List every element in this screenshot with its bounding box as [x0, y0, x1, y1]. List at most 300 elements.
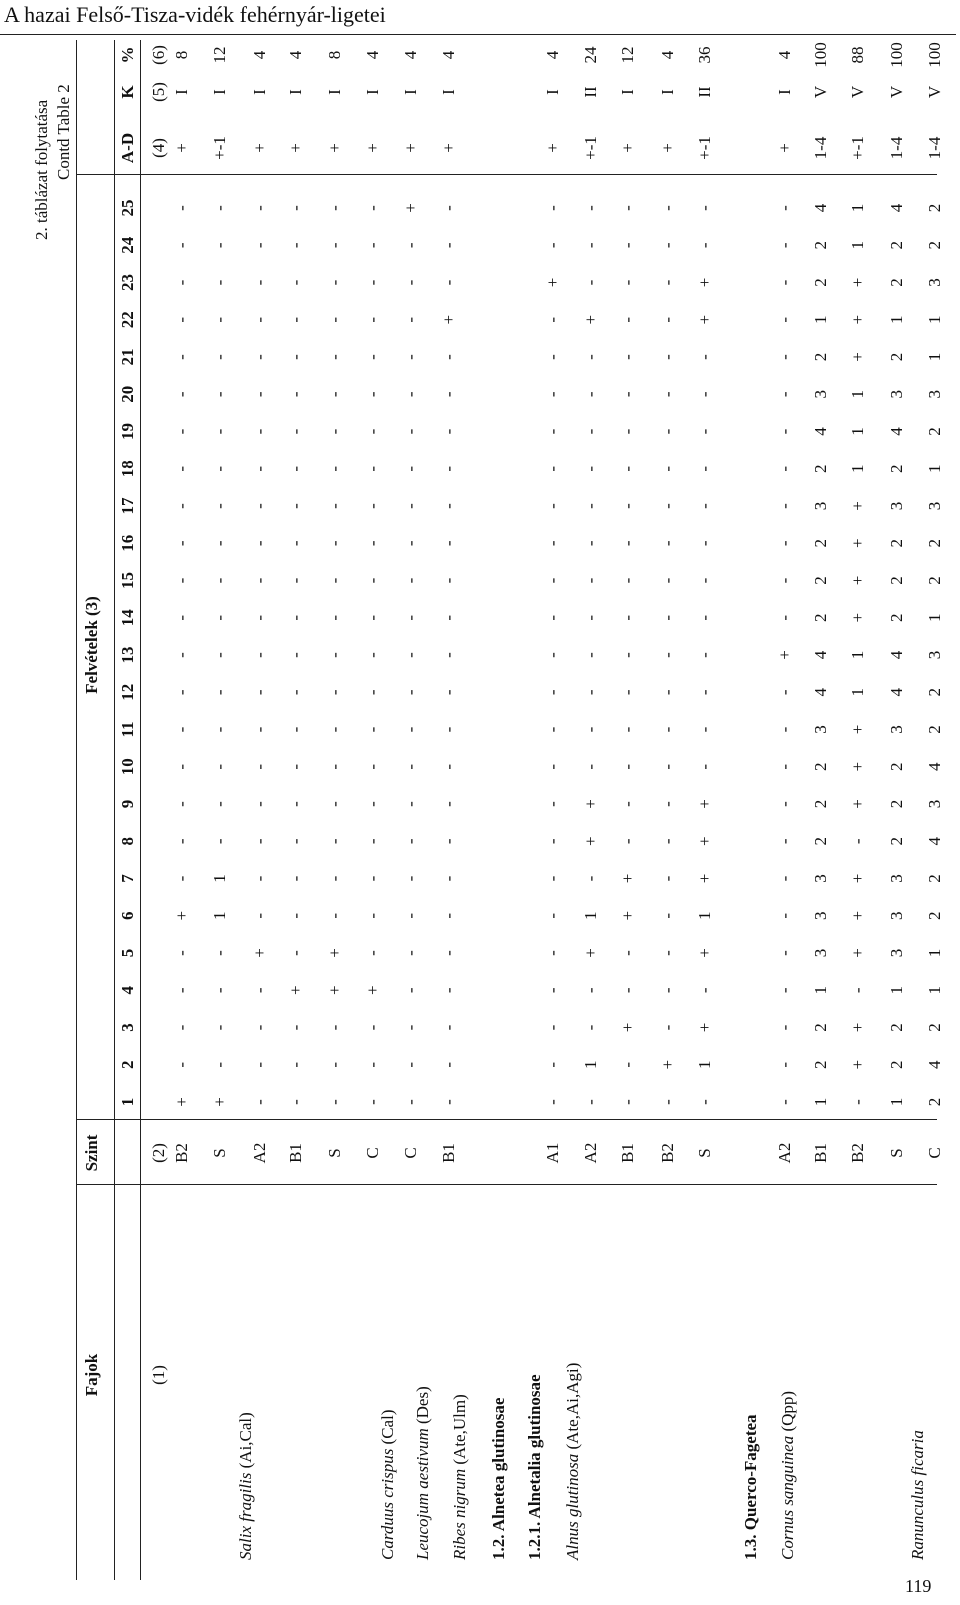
table-cell: -: [325, 875, 344, 882]
table-cell: +: [250, 948, 269, 958]
table-cell: 1: [210, 911, 229, 920]
row-pct: 12: [210, 46, 229, 64]
row-k: I: [439, 89, 458, 95]
header-ad: A-D: [118, 132, 137, 164]
table-cell: -: [286, 1099, 305, 1105]
table-cell: -: [695, 763, 714, 770]
table-cell: -: [543, 987, 562, 994]
table-cell: -: [286, 614, 305, 621]
table-cell: -: [543, 1024, 562, 1031]
row-k: I: [210, 89, 229, 95]
table-cell: -: [401, 279, 420, 286]
table-cell: -: [286, 950, 305, 956]
table-cell: -: [618, 950, 637, 956]
table-cell: -: [775, 838, 794, 845]
table-cell: -: [363, 242, 382, 249]
table-cell: 1: [848, 427, 867, 436]
table-cell: 2: [811, 799, 830, 809]
table-cell: -: [363, 1061, 382, 1068]
table-cell: -: [172, 875, 191, 882]
header-releve-15: 15: [118, 572, 137, 589]
table-cell: -: [775, 316, 794, 323]
row-ad: +: [775, 143, 794, 153]
table-cell: -: [325, 726, 344, 733]
species-label: [236, 1412, 256, 1560]
table-cell: 1: [848, 464, 867, 473]
table-cell: 2: [887, 241, 906, 250]
table-cell: +: [848, 1022, 867, 1033]
row-szint: B2: [848, 1143, 867, 1163]
table-cell: -: [439, 391, 458, 398]
table-cell: -: [618, 242, 637, 249]
table-cell: -: [286, 242, 305, 249]
table-cell: -: [363, 316, 382, 323]
table-cell: -: [581, 503, 600, 509]
szint-divider: [76, 1119, 937, 1120]
header-k: K: [118, 85, 137, 99]
table-cell: 2: [811, 762, 830, 771]
table-cell: -: [695, 465, 714, 472]
table-cell: -: [286, 503, 305, 509]
species-name: Ranunculus ficaria: [908, 1430, 927, 1560]
header-releve-10: 10: [118, 758, 137, 776]
table-cell: -: [210, 987, 229, 994]
table-cell: -: [250, 801, 269, 807]
species-code: (Cal): [378, 1409, 397, 1449]
table-cell: -: [775, 577, 794, 584]
table-cell: +: [695, 1022, 714, 1033]
table-cell: -: [363, 838, 382, 845]
row-ad: +: [543, 143, 562, 153]
species-code: (Ai,Cal): [236, 1412, 255, 1473]
table-cell: -: [658, 652, 677, 658]
species-label: [563, 1363, 583, 1560]
table-cell: -: [286, 354, 305, 360]
table-cell: -: [658, 242, 677, 249]
table-cell: -: [695, 205, 714, 211]
table-cell: -: [401, 987, 420, 994]
row-ad: +: [439, 143, 458, 153]
table-cell: -: [581, 763, 600, 770]
table-cell: 1: [210, 874, 229, 883]
table-cell: -: [775, 763, 794, 770]
row-ad: +: [286, 143, 305, 153]
table-cell: -: [286, 652, 305, 658]
row-szint: S: [210, 1148, 229, 1158]
table-cell: -: [695, 242, 714, 249]
table-cell: -: [695, 726, 714, 733]
table-cell: 1: [848, 650, 867, 660]
row-pct: 8: [325, 50, 344, 60]
species-code: (Qpp): [778, 1390, 797, 1436]
table-cell: +: [775, 650, 794, 660]
table-cell: -: [618, 614, 637, 621]
table-cell: 1: [925, 464, 944, 473]
table-cell: -: [775, 950, 794, 956]
table-cell: -: [363, 689, 382, 696]
table-cell: -: [439, 1024, 458, 1031]
table-cell: +: [325, 985, 344, 996]
table-cell: -: [286, 801, 305, 807]
table-cell: 4: [887, 688, 906, 697]
header-releve-7: 7: [118, 874, 137, 883]
table-cell: -: [658, 279, 677, 286]
table-cell: -: [775, 279, 794, 286]
table-cell: -: [325, 503, 344, 509]
table-cell: 1: [887, 986, 906, 995]
table-cell: +: [401, 203, 420, 213]
header-releve-6: 6: [118, 911, 137, 920]
table-cell: 2: [811, 241, 830, 250]
table-cell: +: [618, 910, 637, 921]
table-cell: 1: [848, 688, 867, 697]
row-ad: 1-4: [887, 136, 906, 160]
table-cell: 2: [887, 1060, 906, 1069]
table-cell: +: [325, 948, 344, 958]
row-k: II: [581, 86, 600, 98]
table-cell: -: [401, 391, 420, 398]
table-cell: +: [695, 314, 714, 325]
table-cell: +: [363, 985, 382, 996]
table-cell: -: [581, 242, 600, 249]
continuation-caption: 2. táblázat folytatása: [32, 99, 51, 240]
header-releve-25: 25: [118, 199, 137, 217]
table-cell: 2: [887, 352, 906, 362]
running-title: A hazai Felső-Tisza-vidék fehérnyár-ligetei: [4, 2, 386, 27]
row-pct: 4: [363, 50, 382, 60]
table-cell: 1: [925, 986, 944, 995]
row-pct: 100: [925, 42, 944, 68]
table-cell: 1: [695, 911, 714, 920]
table-cell: -: [325, 428, 344, 435]
table-cell: +: [618, 1022, 637, 1033]
table-cell: -: [286, 838, 305, 845]
table-cell: -: [172, 1061, 191, 1068]
table-cell: -: [543, 801, 562, 807]
species-label: [741, 1414, 761, 1560]
table-cell: -: [363, 950, 382, 956]
row-ad: 1-4: [925, 136, 944, 160]
table-cell: -: [543, 614, 562, 621]
table-cell: -: [363, 726, 382, 733]
table-cell: -: [775, 354, 794, 360]
header-releve-21: 21: [118, 348, 137, 366]
table-cell: -: [286, 689, 305, 696]
table-cell: -: [172, 987, 191, 994]
table-cell: 2: [887, 576, 906, 585]
table-cell: +: [618, 873, 637, 884]
table-cell: -: [695, 540, 714, 547]
table-cell: 2: [811, 1060, 830, 1069]
row-k: I: [363, 89, 382, 95]
table-cell: -: [658, 1024, 677, 1031]
row-szint: A2: [250, 1142, 269, 1164]
table-cell: +: [848, 501, 867, 511]
table-cell: -: [363, 279, 382, 286]
table-cell: -: [658, 577, 677, 584]
table-cell: -: [172, 1024, 191, 1031]
table-cell: +: [581, 948, 600, 958]
table-cell: -: [363, 354, 382, 360]
table-cell: -: [172, 465, 191, 472]
table-cell: -: [848, 987, 867, 994]
table-cell: -: [439, 875, 458, 882]
table-cell: -: [401, 428, 420, 435]
table-cell: 3: [887, 948, 906, 958]
table-cell: -: [695, 689, 714, 696]
table-cell: -: [250, 875, 269, 882]
table-cell: 4: [887, 203, 906, 213]
table-cell: -: [363, 912, 382, 919]
row-k: I: [401, 89, 420, 95]
table-cell: -: [775, 242, 794, 249]
table-cell: -: [401, 354, 420, 360]
table-cell: -: [172, 726, 191, 733]
table-cell: -: [618, 987, 637, 994]
table-cell: -: [658, 1099, 677, 1105]
table-cell: -: [363, 875, 382, 882]
table-cell: -: [848, 1099, 867, 1105]
row-k: I: [543, 89, 562, 95]
header-releve-2: 2: [118, 1060, 137, 1069]
table-cell: -: [581, 205, 600, 211]
table-cell: -: [439, 1061, 458, 1068]
header-releve-4: 4: [118, 986, 137, 995]
table-cell: -: [363, 391, 382, 398]
table-cell: +: [581, 799, 600, 809]
table-cell: 3: [887, 501, 906, 511]
table-cell: -: [250, 316, 269, 323]
table-cell: -: [439, 503, 458, 509]
species-label: [489, 1398, 509, 1560]
table-cell: -: [581, 987, 600, 994]
table-cell: -: [543, 875, 562, 882]
table-cell: -: [210, 279, 229, 286]
table-cell: -: [658, 875, 677, 882]
row-szint: S: [325, 1148, 344, 1158]
table-cell: -: [618, 726, 637, 733]
table-cell: 4: [811, 688, 830, 697]
table-cell: +: [695, 948, 714, 958]
table-cell: -: [325, 614, 344, 621]
table-cell: -: [325, 279, 344, 286]
table-cell: -: [618, 540, 637, 547]
table-cell: -: [172, 242, 191, 249]
table-cell: -: [775, 205, 794, 211]
row-ad: +: [658, 143, 677, 153]
table-cell: -: [543, 205, 562, 211]
table-cell: -: [775, 614, 794, 621]
header-releve-14: 14: [118, 609, 137, 627]
row-szint: S: [695, 1148, 714, 1158]
table-cell: -: [363, 763, 382, 770]
row-pct: 4: [439, 50, 458, 60]
header-releve-22: 22: [118, 311, 137, 329]
table-cell: -: [543, 726, 562, 733]
table-cell: -: [172, 503, 191, 509]
table-cell: -: [325, 465, 344, 472]
table-cell: 1: [695, 1060, 714, 1069]
table-cell: -: [581, 1024, 600, 1031]
table-cell: -: [658, 428, 677, 435]
table-cell: 1: [887, 315, 906, 324]
table-cell: +: [848, 575, 867, 586]
table-cell: -: [439, 242, 458, 249]
table-cell: 1: [811, 986, 830, 995]
table-cell: -: [286, 428, 305, 435]
species-name: Salix fragilis: [236, 1472, 255, 1560]
table-cell: -: [543, 1061, 562, 1068]
table-cell: -: [401, 540, 420, 547]
table-cell: -: [581, 689, 600, 696]
header-pct: %: [118, 46, 137, 64]
table-cell: -: [250, 465, 269, 472]
table-cell: +: [695, 873, 714, 884]
table-cell: -: [581, 465, 600, 472]
table-cell: -: [581, 428, 600, 435]
table-cell: 1: [811, 315, 830, 324]
row-pct: 4: [250, 50, 269, 60]
table-cell: -: [581, 354, 600, 360]
table-cell: -: [439, 726, 458, 733]
table-cell: -: [363, 801, 382, 807]
table-cell: -: [775, 875, 794, 882]
table-cell: -: [618, 577, 637, 584]
table-cell: -: [250, 540, 269, 547]
table-cell: -: [250, 912, 269, 919]
table-cell: -: [695, 614, 714, 621]
table-cell: 3: [811, 725, 830, 734]
row-ad: +: [363, 143, 382, 153]
row-ad: +: [172, 143, 191, 153]
table-cell: -: [401, 801, 420, 807]
table-top-rule: [76, 40, 77, 1580]
table-cell: -: [401, 1061, 420, 1068]
table-cell: 2: [925, 688, 944, 697]
table-cell: +: [581, 314, 600, 325]
table-cell: -: [439, 205, 458, 211]
table-cell: 4: [925, 837, 944, 846]
table-cell: -: [363, 428, 382, 435]
table-cell: 3: [887, 874, 906, 883]
row-pct: 24: [581, 46, 600, 64]
table-cell: -: [210, 689, 229, 696]
species-label: [413, 1386, 433, 1560]
table-cell: -: [618, 763, 637, 770]
table-cell: -: [250, 838, 269, 845]
table-cell: -: [172, 428, 191, 435]
table-cell: -: [210, 614, 229, 621]
table-cell: +: [848, 724, 867, 735]
table-cell: -: [210, 205, 229, 211]
table-cell: -: [695, 577, 714, 584]
row-szint: B1: [811, 1143, 830, 1163]
table-cell: 2: [811, 352, 830, 362]
header-releve-8: 8: [118, 837, 137, 846]
table-cell: -: [775, 428, 794, 435]
table-cell: -: [250, 987, 269, 994]
table-cell: 3: [925, 799, 944, 809]
table-cell: 2: [925, 539, 944, 548]
table-cell: 2: [925, 1097, 944, 1107]
table-header-rule: [114, 40, 115, 1580]
table-cell: -: [581, 614, 600, 621]
table-cell: 2: [887, 762, 906, 771]
table-cell: -: [695, 652, 714, 658]
table-cell: -: [439, 689, 458, 696]
table-cell: -: [618, 689, 637, 696]
species-name: Ribes nigrum: [450, 1468, 469, 1560]
row-pct: 4: [286, 50, 305, 60]
table-cell: -: [325, 242, 344, 249]
header-col4: (4): [149, 138, 168, 158]
table-cell: +: [658, 1059, 677, 1070]
table-cell: 2: [811, 837, 830, 846]
table-cell: -: [439, 540, 458, 547]
table-cell: -: [543, 242, 562, 249]
table-cell: -: [325, 540, 344, 547]
table-cell: -: [543, 391, 562, 398]
table-cell: 1: [848, 241, 867, 250]
species-label: [778, 1391, 798, 1560]
table-cell: -: [286, 279, 305, 286]
table-cell: 2: [925, 241, 944, 250]
table-cell: 2: [925, 874, 944, 883]
species-label: [525, 1374, 545, 1560]
table-cell: 2: [811, 1023, 830, 1032]
table-cell: 1: [925, 315, 944, 324]
table-cell: -: [286, 912, 305, 919]
table-cell: -: [210, 540, 229, 547]
table-cell: -: [775, 465, 794, 472]
table-cell: -: [363, 205, 382, 211]
table-cell: -: [325, 763, 344, 770]
table-cell: -: [250, 354, 269, 360]
table-cell: -: [172, 763, 191, 770]
table-cell: -: [581, 577, 600, 584]
table-cell: 2: [887, 837, 906, 846]
table-cell: +: [543, 277, 562, 288]
table-cell: -: [543, 316, 562, 323]
header-rule: [0, 34, 956, 35]
table-cell: -: [172, 354, 191, 360]
table-cell: -: [172, 391, 191, 398]
table-cell: 1: [925, 948, 944, 958]
table-cell: -: [581, 726, 600, 733]
row-szint: B1: [286, 1143, 305, 1163]
row-pct: 4: [401, 50, 420, 60]
table-cell: -: [172, 205, 191, 211]
table-cell: -: [325, 1024, 344, 1031]
table-cell: -: [581, 391, 600, 398]
table-cell: -: [439, 763, 458, 770]
table-cell: -: [439, 428, 458, 435]
table-cell: -: [286, 391, 305, 398]
table-cell: -: [325, 354, 344, 360]
table-cell: 2: [887, 539, 906, 548]
row-szint: C: [925, 1147, 944, 1159]
table-cell: +: [439, 314, 458, 325]
table-cell: 2: [925, 911, 944, 920]
table-cell: -: [172, 279, 191, 286]
table-cell: -: [250, 391, 269, 398]
table-cell: -: [658, 391, 677, 398]
table-cell: -: [775, 987, 794, 994]
row-szint: A1: [543, 1142, 562, 1164]
table-cell: -: [543, 577, 562, 584]
table-cell: -: [363, 503, 382, 509]
row-ad: +-1: [695, 136, 714, 160]
